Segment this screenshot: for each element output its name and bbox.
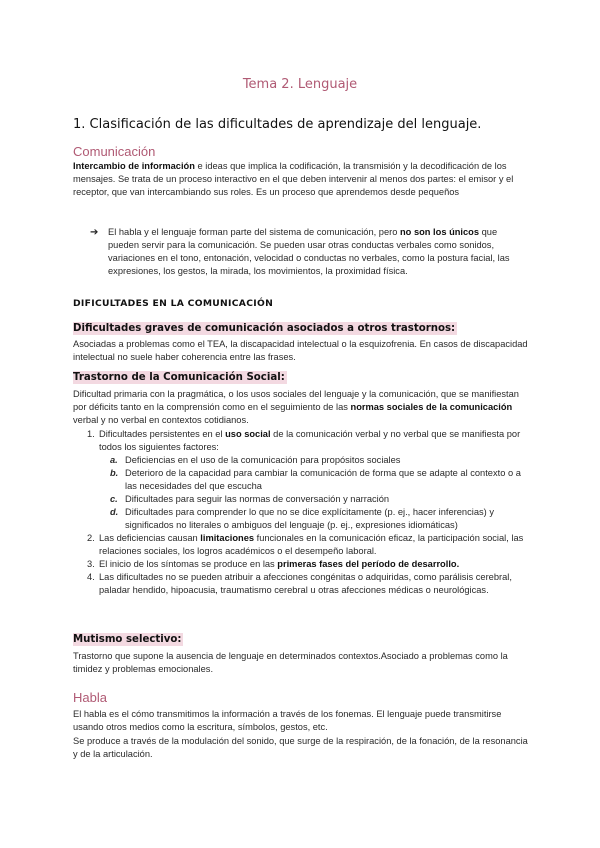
social-numbered-list: [73, 428, 528, 597]
sub-label: c.: [110, 494, 118, 504]
social-text-a: Dificultad primaria con la pragmática, o los usos sociales del lenguaje y la comunicación, que se manifiestan por déficits tanto en la comprensión como en el seguimiento de las: [73, 389, 519, 412]
dificultades-heading: DIFICULTADES EN LA COMUNICACIÓN: [73, 298, 274, 309]
list-number: 4.: [87, 572, 95, 582]
sub-item-b: [95, 467, 528, 493]
arrow-right-icon: ➔: [90, 227, 99, 238]
item3-bold: primeras fases del período de desarrollo.: [277, 559, 460, 569]
social-heading: Trastorno de la Comunicación Social:: [73, 372, 285, 383]
item1-text-b: de la comunicación verbal y no verbal que se manifiesta por todos los siguientes factores:: [99, 429, 521, 452]
social-text-b: verbal y no verbal en contextos cotidianos.: [73, 415, 249, 425]
item3-text-a: El inicio de los síntomas se produce en las: [99, 559, 278, 569]
sub-item-a: [95, 454, 528, 467]
list-item-2: [73, 532, 528, 558]
sub-item-text: Deterioro de la capacidad para cambiar la comunicación de forma que se adapte al contexto o a las necesidades del que escucha: [125, 468, 521, 491]
comunicacion-paragraph: [73, 160, 528, 199]
document-title: Tema 2. Lenguaje: [242, 77, 358, 92]
mutismo-heading: Mutismo selectivo:: [73, 634, 182, 645]
item1-text-a: Dificultades persistentes en el: [99, 429, 226, 439]
sub-item-c: [95, 493, 528, 506]
list-number: 2.: [87, 533, 95, 543]
sub-item-text: Deficiencias en el uso de la comunicación para propósitos sociales: [125, 455, 401, 465]
list-item-4-text: Las dificultades no se pueden atribuir a afecciones congénitas o adquiridas, como parálisis cerebral, paladar hendido, hipoacusia, traumatismo cerebral u otras afecciones médicas o neurológicas.: [99, 572, 512, 595]
social-bold: normas sociales de la comunicación: [350, 402, 513, 412]
social-paragraph: [73, 388, 528, 427]
bullet-text-b: que pueden servir para la comunicación. Se pueden usar otras conductas verbales como sonidos, variaciones en el tono, entonación, velocidad o conductas no verbales, como la postura facial, las expresiones, los gestos, la mirada, los movimientos, la proximidad física.: [108, 227, 510, 276]
item2-text-b: funcionales en la comunicación eficaz, la participación social, las relaciones sociales, los logros académicos o el desempeño laboral.: [99, 533, 524, 556]
section-heading-1: 1. Clasificación de las dificultades de aprendizaje del lenguaje.: [73, 117, 482, 132]
habla-heading: Habla: [73, 690, 107, 705]
comunicacion-heading: Comunicación: [73, 144, 156, 159]
list-item-4: [73, 571, 528, 597]
sub-list: [95, 454, 528, 532]
item1-bold: uso social: [225, 429, 271, 439]
habla-paragraph-1: El habla es el cómo transmitimos la información a través de los fonemas. El lenguaje puede transmitirse usando otros medios como la escritura, símbolos, gestos, etc.: [73, 709, 502, 732]
list-item-1: [73, 428, 528, 532]
bullet-text-a: El habla y el lenguaje forman parte del sistema de comunicación, pero: [108, 227, 400, 237]
sub-label: d.: [110, 507, 119, 517]
graves-paragraph: Asociadas a problemas como el TEA, la discapacidad intelectual o la esquizofrenia. En casos de discapacidad intelectual no suele haber coherencia entre las frases.: [73, 339, 528, 362]
sub-item-text: Dificultades para comprender lo que no se dice explícitamente (p. ej., hacer inferencias) y significados no literales o ambiguos del lenguaje (p. ej., expresiones idiomáticas): [125, 507, 494, 530]
sub-item-text: Dificultades para seguir las normas de conversación y narración: [125, 494, 390, 504]
list-item-2-text: [95, 532, 528, 558]
list-item-3-text: [95, 558, 528, 571]
habla-paragraph-2: Se produce a través de la modulación del sonido, que surge de la respiración, de la fonación, de la resonancia y de la articulación.: [73, 736, 528, 759]
list-number: 1.: [87, 429, 95, 439]
comunicacion-bold: Intercambio de información: [73, 161, 195, 171]
mutismo-paragraph: Trastorno que supone la ausencia de lenguaje en determinados contextos.Asociado a problemas como la timidez y problemas emocionales.: [73, 651, 508, 674]
comunicacion-bullet-text: [108, 226, 528, 278]
item2-bold: limitaciones: [200, 533, 255, 543]
list-item-3: [73, 558, 528, 571]
sub-item-d: [95, 506, 528, 532]
item2-text-a: Las deficiencias causan: [99, 533, 201, 543]
sub-label: a.: [110, 455, 118, 465]
graves-heading: Dificultades graves de comunicación asociados a otros trastornos:: [73, 323, 456, 334]
bullet-bold: no son los únicos: [400, 227, 480, 237]
list-item-1-text: [95, 428, 528, 454]
comunicacion-text: e ideas que implica la codificación, la transmisión y la decodificación de los mensajes. Se trata de un proceso interactivo en el que deben intervenir al menos dos partes: el emisor y el receptor, que van intercambiando sus roles. Es un proceso que aprendemos desde pequeños: [73, 161, 514, 197]
sub-label: b.: [110, 468, 119, 478]
list-number: 3.: [87, 559, 95, 569]
